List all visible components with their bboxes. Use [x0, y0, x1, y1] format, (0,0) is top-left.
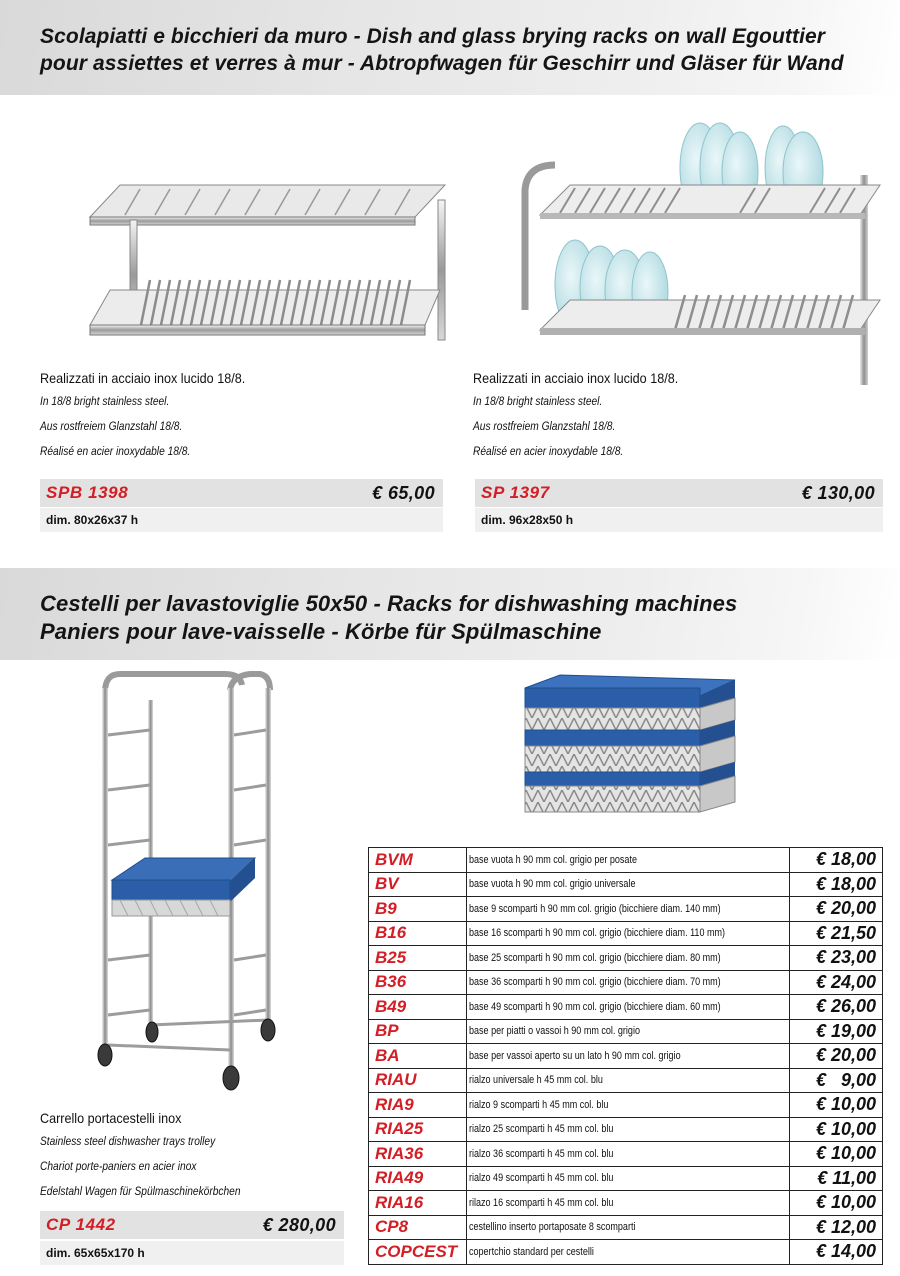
- item-description-cell: [466, 1068, 789, 1093]
- table-row: [369, 1142, 883, 1167]
- price-table-body: [369, 848, 883, 1265]
- item-description-cell: [466, 1093, 789, 1118]
- table-row: [369, 1215, 883, 1240]
- table-row: [369, 1044, 883, 1069]
- price-bar: [40, 1211, 344, 1239]
- item-description-cell: [466, 1191, 789, 1216]
- item-code: COPCEST: [369, 1240, 467, 1265]
- item-description: copertchio standard per cestelli: [468, 1245, 594, 1258]
- product-price: € 130,00: [801, 482, 875, 503]
- item-description: base 49 scomparti h 90 mm col. grigio (bicchiere diam. 60 mm): [468, 1000, 721, 1013]
- item-code: BP: [369, 1019, 467, 1044]
- product-dimensions: dim. 96x28x50 h: [481, 513, 574, 527]
- table-row: [369, 995, 883, 1020]
- item-code: RIA36: [369, 1142, 467, 1167]
- description-english: Stainless steel dishwasher trays trolley: [40, 1134, 216, 1148]
- item-price: € 11,00: [789, 1166, 882, 1191]
- item-description: rialzo universale h 45 mm col. blu: [468, 1074, 603, 1087]
- price-bar: [475, 479, 883, 507]
- price-bar: [40, 479, 443, 507]
- dish-rack-image: [80, 165, 450, 365]
- table-row: [369, 1191, 883, 1216]
- product-description: [473, 367, 701, 464]
- product-code: SPB 1398: [46, 483, 129, 502]
- item-price: € 10,00: [789, 1093, 882, 1118]
- description-french: Réalisé en acier inoxydable 18/8.: [40, 444, 191, 458]
- item-description-cell: [466, 1142, 789, 1167]
- product-code: SP 1397: [481, 483, 550, 502]
- section-title: [40, 23, 844, 77]
- item-code: BA: [369, 1044, 467, 1069]
- item-code: RIA49: [369, 1166, 467, 1191]
- item-description: base 36 scomparti h 90 mm col. grigio (bicchiere diam. 70 mm): [468, 976, 721, 989]
- description-german: Aus rostfreiem Glanzstahl 18/8.: [40, 419, 183, 433]
- item-description: rialzo 9 scomparti h 45 mm col. blu: [468, 1098, 609, 1111]
- table-row: [369, 897, 883, 922]
- item-description-cell: [466, 970, 789, 995]
- item-code: B9: [369, 897, 467, 922]
- item-description-cell: [466, 1044, 789, 1069]
- item-description: base 25 scomparti h 90 mm col. grigio (bicchiere diam. 80 mm): [468, 951, 721, 964]
- product-description: [40, 367, 268, 464]
- section-header-band: [0, 0, 900, 95]
- dimensions-bar: [475, 508, 883, 532]
- table-row: [369, 1240, 883, 1265]
- basket-stack-image: [520, 670, 740, 820]
- product-dimensions: dim. 65x65x170 h: [46, 1246, 145, 1260]
- product-description: [40, 1107, 276, 1204]
- dimensions-bar: [40, 1241, 344, 1265]
- item-code: CP8: [369, 1215, 467, 1240]
- item-description: cestellino inserto portaposate 8 scomparti: [468, 1221, 636, 1234]
- section-title-line1: Cestelli per lavastoviglie 50x50 - Racks for dishwashing machines: [40, 591, 738, 616]
- product-dimensions: dim. 80x26x37 h: [46, 513, 139, 527]
- table-row: [369, 921, 883, 946]
- product-code: CP 1442: [46, 1215, 116, 1234]
- item-code: B36: [369, 970, 467, 995]
- description-german: Aus rostfreiem Glanzstahl 18/8.: [473, 419, 616, 433]
- item-description: rialzo 36 scomparti h 45 mm col. blu: [468, 1147, 614, 1160]
- description-english: In 18/8 bright stainless steel.: [40, 394, 170, 408]
- item-price: € 9,00: [789, 1068, 882, 1093]
- description-french: Chariot porte-paniers en acier inox: [40, 1159, 197, 1173]
- description-italian: Realizzati in acciaio inox lucido 18/8.: [40, 370, 246, 386]
- item-description: base per piatti o vassoi h 90 mm col. grigio: [468, 1025, 640, 1038]
- item-description-cell: [466, 946, 789, 971]
- description-english: In 18/8 bright stainless steel.: [473, 394, 603, 408]
- item-code: B49: [369, 995, 467, 1020]
- description-italian: Realizzati in acciaio inox lucido 18/8.: [473, 370, 679, 386]
- item-description: base vuota h 90 mm col. grigio universale: [468, 878, 636, 891]
- item-price: € 12,00: [789, 1215, 882, 1240]
- section-header-band: [0, 568, 900, 660]
- item-description-cell: [466, 1215, 789, 1240]
- description-italian: Carrello portacestelli inox: [40, 1110, 182, 1126]
- table-row: [369, 1117, 883, 1142]
- item-price: € 20,00: [789, 897, 882, 922]
- product-price: € 280,00: [262, 1214, 336, 1235]
- description-french: Réalisé en acier inoxydable 18/8.: [473, 444, 624, 458]
- item-price: € 18,00: [789, 872, 882, 897]
- item-description: base vuota h 90 mm col. grigio per posate: [468, 853, 637, 866]
- item-description-cell: [466, 1166, 789, 1191]
- item-code: RIA25: [369, 1117, 467, 1142]
- item-description-cell: [466, 1240, 789, 1265]
- item-description: rilazo 16 scomparti h 45 mm col. blu: [468, 1196, 614, 1209]
- item-description-cell: [466, 1117, 789, 1142]
- dimensions-bar: [40, 508, 443, 532]
- product-price: € 65,00: [372, 482, 435, 503]
- item-price: € 23,00: [789, 946, 882, 971]
- item-price: € 18,00: [789, 848, 882, 873]
- item-code: BVM: [369, 848, 467, 873]
- table-row: [369, 1166, 883, 1191]
- item-description: rialzo 25 scomparti h 45 mm col. blu: [468, 1123, 614, 1136]
- item-description: rialzo 49 scomparti h 45 mm col. blu: [468, 1172, 614, 1185]
- plate-rack-image: [515, 120, 887, 390]
- item-price: € 19,00: [789, 1019, 882, 1044]
- trolley-image: [90, 670, 290, 1095]
- table-row: [369, 1093, 883, 1118]
- item-description: base 16 scomparti h 90 mm col. grigio (bicchiere diam. 110 mm): [468, 927, 725, 940]
- item-price: € 10,00: [789, 1191, 882, 1216]
- item-price: € 14,00: [789, 1240, 882, 1265]
- item-price: € 24,00: [789, 970, 882, 995]
- item-price: € 20,00: [789, 1044, 882, 1069]
- section-title: [40, 590, 737, 646]
- section-title-line2: Paniers pour lave-vaisselle - Körbe für Spülmaschine: [40, 619, 602, 644]
- table-row: [369, 872, 883, 897]
- item-code: B16: [369, 921, 467, 946]
- item-code: RIA9: [369, 1093, 467, 1118]
- item-description-cell: [466, 872, 789, 897]
- item-description-cell: [466, 848, 789, 873]
- table-row: [369, 1019, 883, 1044]
- price-table: [368, 847, 883, 1265]
- item-price: € 10,00: [789, 1142, 882, 1167]
- item-code: RIA16: [369, 1191, 467, 1216]
- item-price: € 26,00: [789, 995, 882, 1020]
- table-row: [369, 970, 883, 995]
- section-title-line2: pour assiettes et verres à mur - Abtropfwagen für Geschirr und Gläser für Wand: [40, 52, 844, 75]
- item-description-cell: [466, 921, 789, 946]
- section-title-line1: Scolapiatti e bicchieri da muro - Dish and glass brying racks on wall Egouttier: [40, 25, 826, 48]
- item-description-cell: [466, 1019, 789, 1044]
- table-row: [369, 946, 883, 971]
- item-description-cell: [466, 897, 789, 922]
- description-german: Edelstahl Wagen für Spülmaschinekörbchen: [40, 1184, 241, 1198]
- item-price: € 10,00: [789, 1117, 882, 1142]
- table-row: [369, 848, 883, 873]
- item-code: RIAU: [369, 1068, 467, 1093]
- table-row: [369, 1068, 883, 1093]
- item-description-cell: [466, 995, 789, 1020]
- item-code: BV: [369, 872, 467, 897]
- item-code: B25: [369, 946, 467, 971]
- item-price: € 21,50: [789, 921, 882, 946]
- item-description: base per vassoi aperto su un lato h 90 mm col. grigio: [468, 1049, 681, 1062]
- item-description: base 9 scomparti h 90 mm col. grigio (bicchiere diam. 140 mm): [468, 902, 721, 915]
